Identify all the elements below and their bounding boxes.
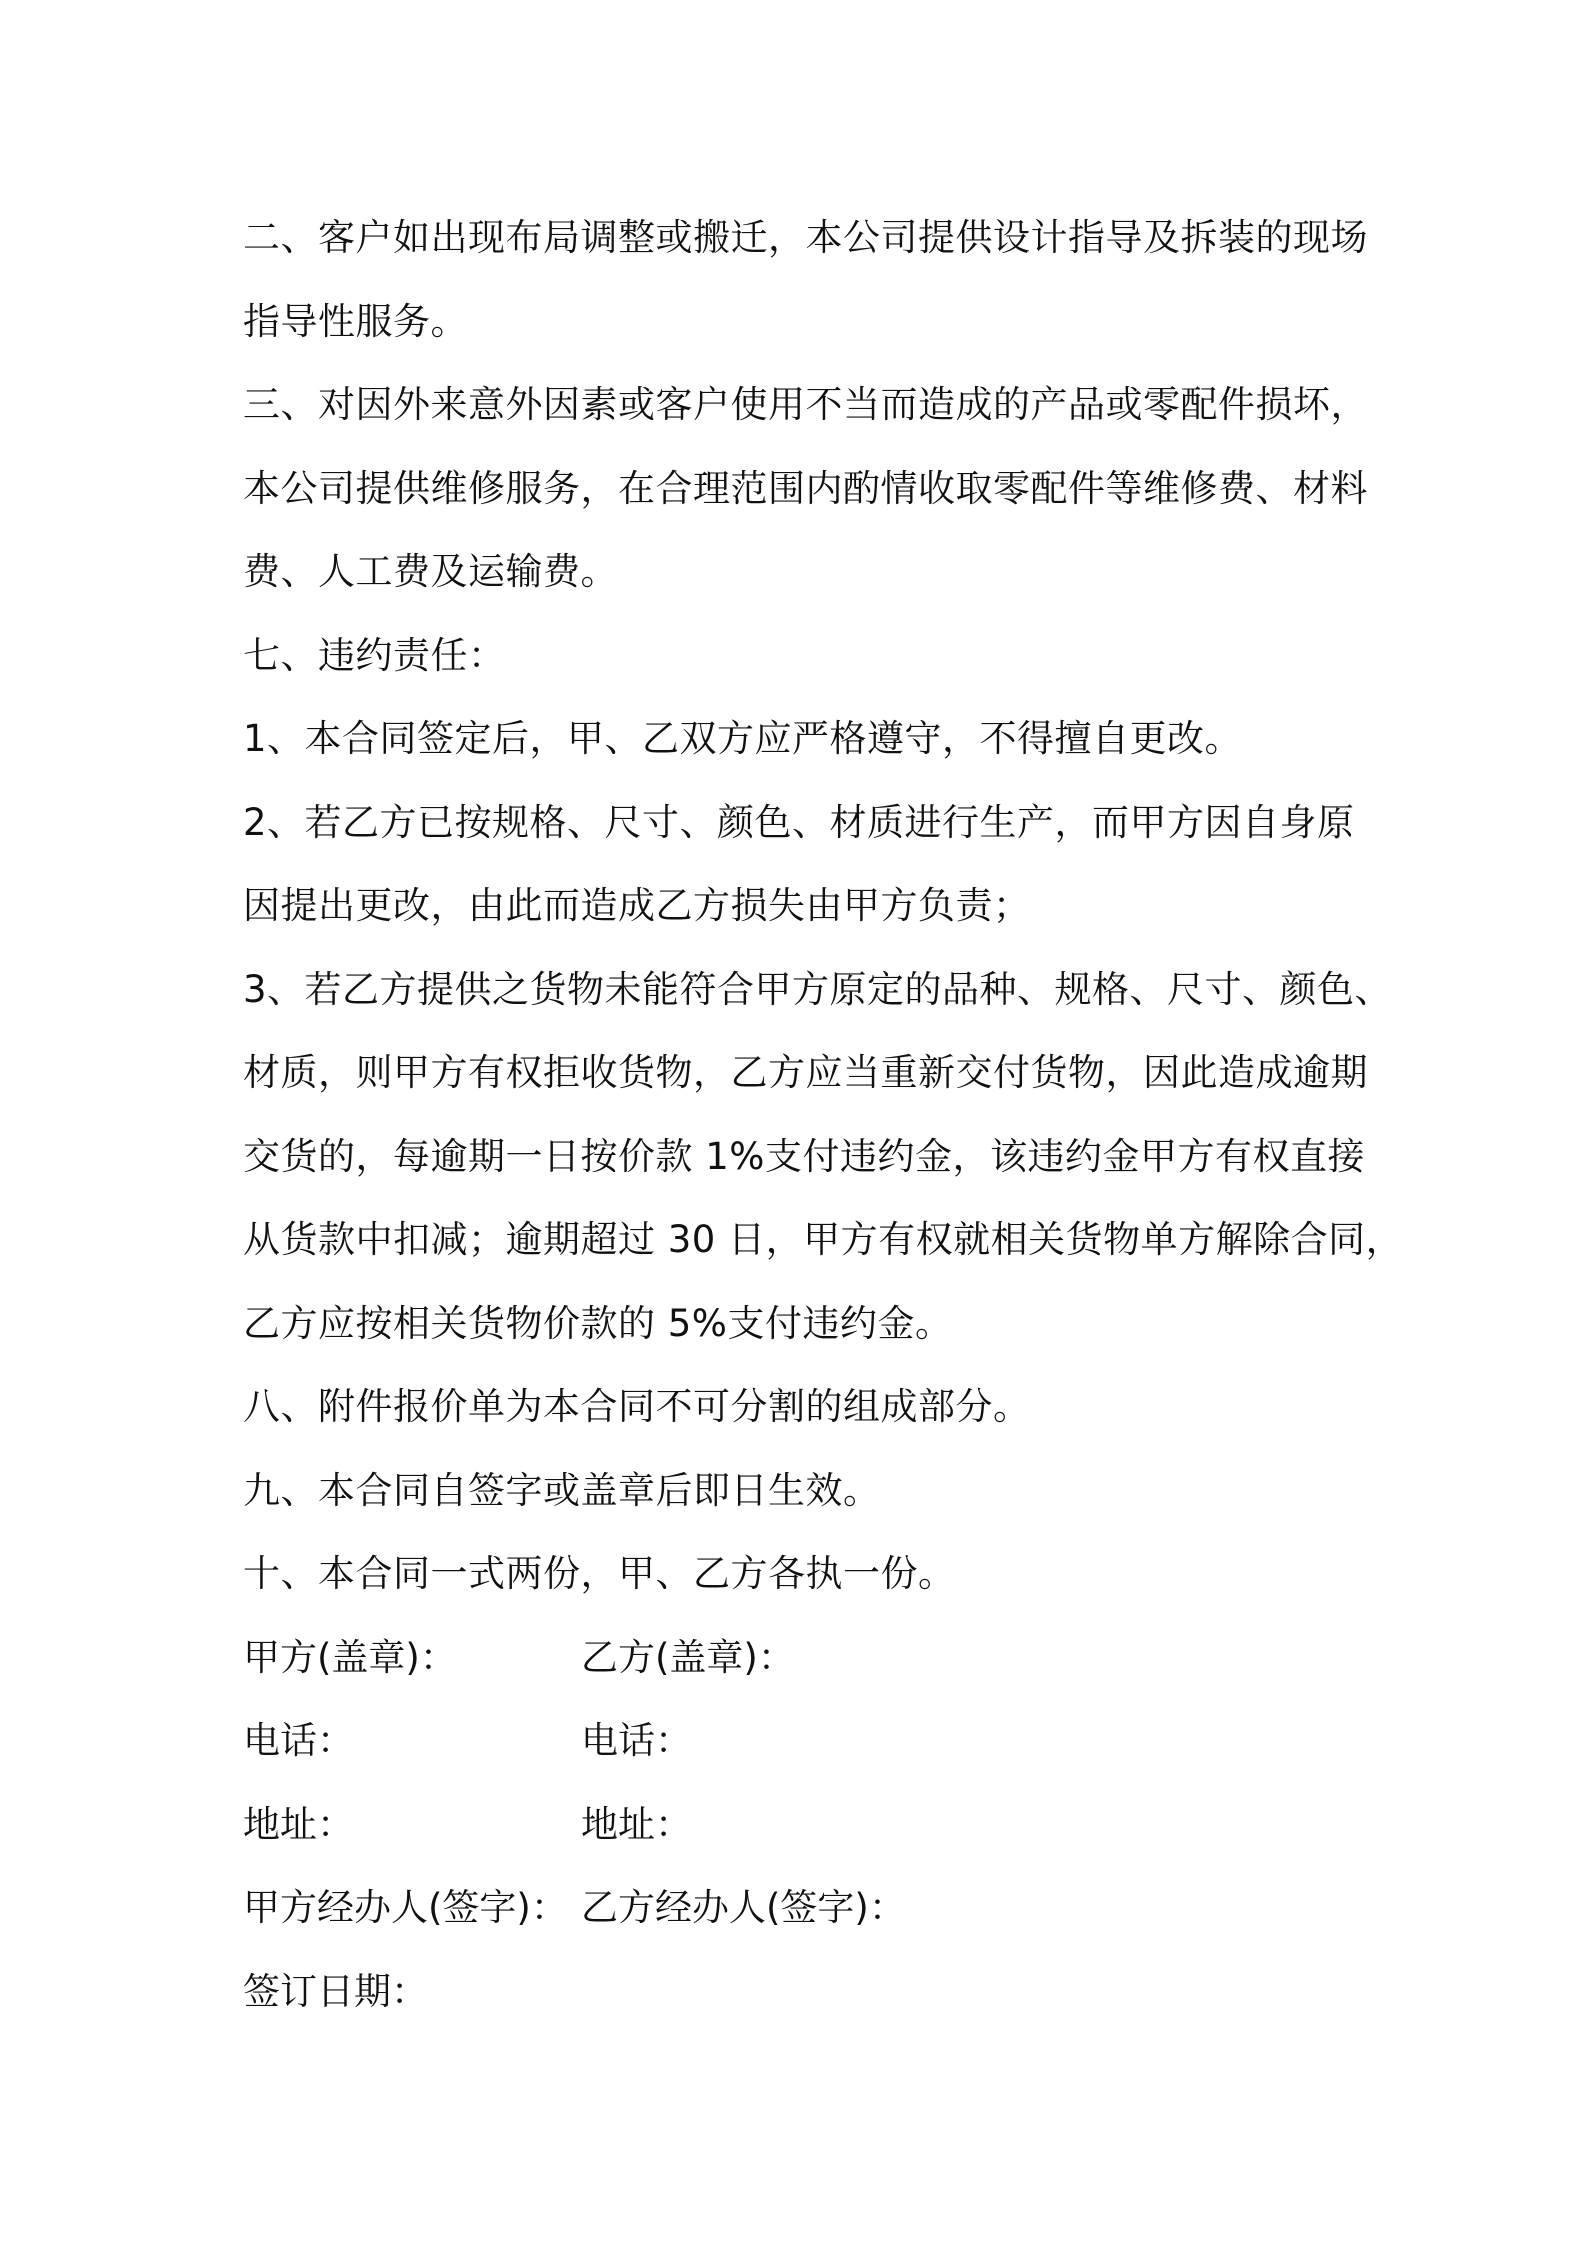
text-line: 3、若乙方提供之货物未能符合甲方原定的品种、规格、尺寸、颜色、 [243, 967, 1393, 1011]
party-b-phone-label: 电话： [581, 1719, 692, 1762]
party-a-seal-label: 甲方(盖章)： [243, 1635, 457, 1679]
signature-row-agent [243, 1866, 1393, 1950]
text-line: 指导性服务。 [243, 299, 468, 343]
party-b-agent-label: 乙方经办人(签字)： [581, 1886, 906, 1929]
party-b-seal-label: 乙方(盖章)： [581, 1635, 795, 1679]
party-a-agent-label: 甲方经办人(签字)： [243, 1886, 568, 1929]
section-7-heading [243, 614, 1393, 698]
text-line: 十、本合同一式两份，甲、乙方各执一份。 [243, 1552, 956, 1595]
text-line: 材质，则甲方有权拒收货物，乙方应当重新交付货物，因此造成逾期 [243, 1051, 1368, 1094]
text-line: 本公司提供维修服务，在合理范围内酌情收取零配件等维修费、材料 [243, 466, 1368, 510]
signature-row-address [243, 1783, 1393, 1867]
sign-date-label: 签订日期： [243, 1969, 428, 2013]
text-line: 从货款中扣减；逾期超过 30 日，甲方有权就相关货物单方解除合同， [243, 1218, 1404, 1261]
party-a-address-label: 地址： [243, 1802, 354, 1846]
liability-item-2 [243, 781, 1393, 948]
signature-block [243, 1616, 1393, 2034]
section-9-effective [243, 1449, 1393, 1533]
liability-item-3 [243, 948, 1404, 1366]
signature-row-phone [243, 1699, 1393, 1783]
section-8-attachment [243, 1365, 1393, 1449]
signature-row-seal [243, 1616, 1393, 1700]
section-10-copies [243, 1532, 1393, 1616]
clause-2-service [243, 196, 1393, 363]
section-heading: 七、违约责任： [243, 633, 506, 677]
text-line: 因提出更改，由此而造成乙方损失由甲方负责； [243, 884, 1031, 927]
text-line: 二、客户如出现布局调整或搬迁，本公司提供设计指导及拆装的现场 [243, 216, 1368, 259]
text-line: 1、本合同签定后，甲、乙双方应严格遵守，不得擅自更改。 [243, 717, 1243, 760]
party-b-address-label: 地址： [581, 1802, 692, 1846]
text-line: 八、附件报价单为本合同不可分割的组成部分。 [243, 1385, 1031, 1428]
text-line: 九、本合同自签字或盖章后即日生效。 [243, 1468, 881, 1512]
party-a-phone-label: 电话： [243, 1719, 354, 1762]
text-line: 交货的，每逾期一日按价款 1%支付违约金，该违约金甲方有权直接 [243, 1134, 1365, 1178]
text-line: 2、若乙方已按规格、尺寸、颜色、材质进行生产，而甲方因自身原 [243, 800, 1355, 844]
text-line: 乙方应按相关货物价款的 5%支付违约金。 [243, 1301, 953, 1345]
contract-body [243, 196, 1404, 2033]
liability-item-1 [243, 697, 1393, 781]
text-line: 三、对因外来意外因素或客户使用不当而造成的产品或零配件损坏， [243, 383, 1368, 426]
clause-3-repair [243, 363, 1393, 614]
text-line: 费、人工费及运输费。 [243, 550, 618, 593]
signature-row-date [243, 1950, 1393, 2034]
